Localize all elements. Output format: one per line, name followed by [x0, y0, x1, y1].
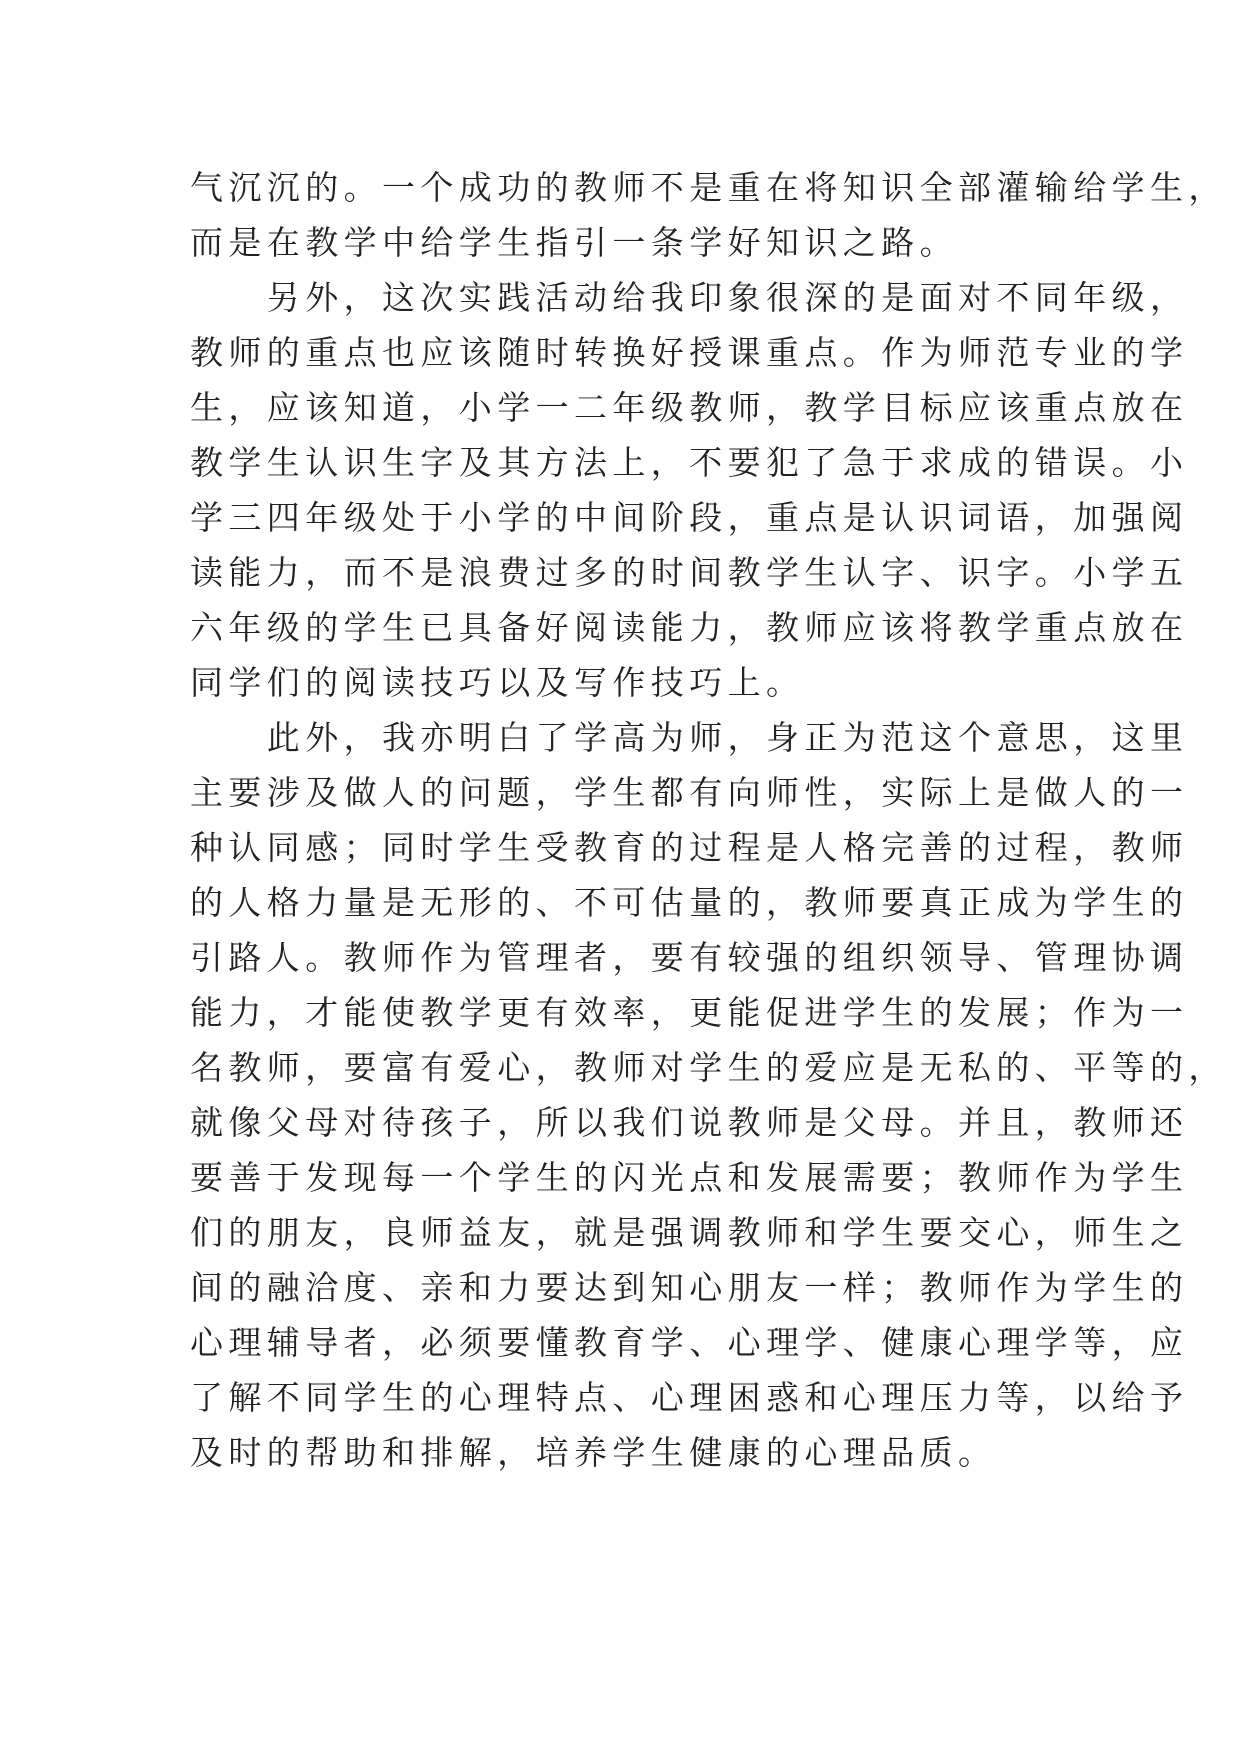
text-line: 要善于发现每一个学生的闪光点和发展需要；教师作为学生 [190, 1158, 1189, 1197]
text-line: 能力，才能使教学更有效率，更能促进学生的发展；作为一 [190, 993, 1189, 1032]
text-line: 种认同感；同时学生受教育的过程是人格完善的过程，教师 [190, 828, 1189, 867]
text-line: 引路人。教师作为管理者，要有较强的组织领导、管理协调 [190, 938, 1189, 977]
text-line: 读能力，而不是浪费过多的时间教学生认字、识字。小学五 [190, 553, 1189, 592]
text-line: 同学们的阅读技巧以及写作技巧上。 [190, 663, 805, 702]
text-line: 另外，这次实践活动给我印象很深的是面对不同年级， [190, 278, 1189, 317]
text-line: 教学生认识生字及其方法上，不要犯了急于求成的错误。小 [190, 443, 1189, 482]
text-line: 气沉沉的。一个成功的教师不是重在将知识全部灌输给学生， [190, 168, 1227, 207]
text-line: 生，应该知道，小学一二年级教师，教学目标应该重点放在 [190, 388, 1189, 427]
text-line: 名教师，要富有爱心，教师对学生的爱应是无私的、平等的， [190, 1048, 1227, 1087]
text-line: 就像父母对待孩子，所以我们说教师是父母。并且，教师还 [190, 1103, 1189, 1142]
text-line: 心理辅导者，必须要懂教育学、心理学、健康心理学等，应 [190, 1323, 1189, 1362]
text-line: 学三四年级处于小学的中间阶段，重点是认识词语，加强阅 [190, 498, 1189, 537]
text-line: 了解不同学生的心理特点、心理困惑和心理压力等，以给予 [190, 1378, 1189, 1417]
text-line: 的人格力量是无形的、不可估量的，教师要真正成为学生的 [190, 883, 1189, 922]
body-text [190, 160, 1227, 1480]
text-line: 主要涉及做人的问题，学生都有向师性，实际上是做人的一 [190, 773, 1189, 812]
text-line: 而是在教学中给学生指引一条学好知识之路。 [190, 223, 958, 262]
text-line: 间的融洽度、亲和力要达到知心朋友一样；教师作为学生的 [190, 1268, 1189, 1307]
text-line: 六年级的学生已具备好阅读能力，教师应该将教学重点放在 [190, 608, 1189, 647]
text-line: 教师的重点也应该随时转换好授课重点。作为师范专业的学 [190, 333, 1189, 372]
text-line: 及时的帮助和排解，培养学生健康的心理品质。 [190, 1433, 997, 1472]
text-line: 此外，我亦明白了学高为师，身正为范这个意思，这里 [190, 718, 1189, 757]
text-line: 们的朋友，良师益友，就是强调教师和学生要交心，师生之 [190, 1213, 1189, 1252]
